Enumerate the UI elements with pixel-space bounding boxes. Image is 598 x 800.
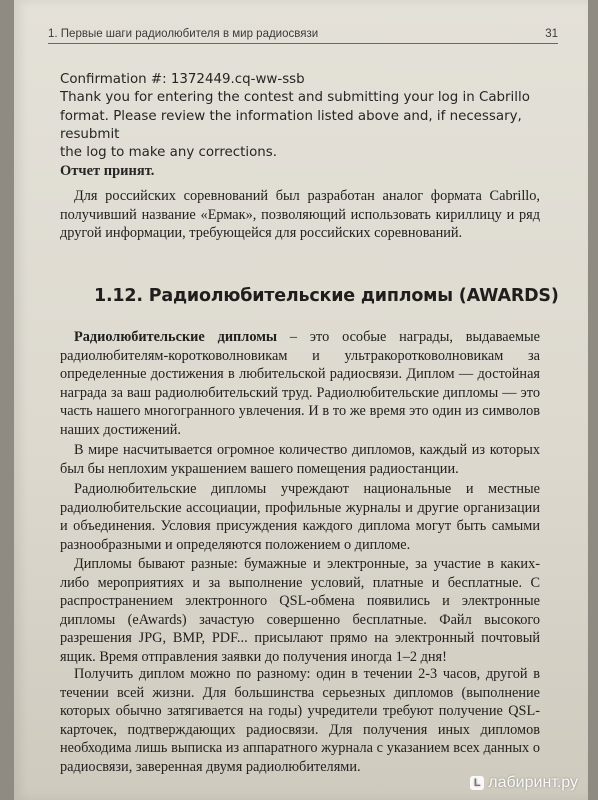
paragraph-text: – это особые награды, выдаваемые радиолюбителям-коротковолновикам и ультракоротковолновикам за определенные достижения в любительской радиосвязи. Диплом — достойная награда за ваш радиолюбительский труд. Радиолюбительские дипломы — это часть нашего многогранного увлечения. И в то же время это один из символов наших достижений. [60, 329, 540, 438]
paragraph-award-founders: Радиолюбительские дипломы учреждают национальные и местные радиолюбительские ассоциации, профильные журналы и другие организации и объединения. Условия присуждения каждого диплома могут быть самыми разнообразными и определяются положением о дипломе. [60, 481, 540, 553]
watermark-text: лабиринт.ру [488, 774, 578, 791]
confirmation-line: the log to make any corrections. [60, 145, 278, 161]
paragraph-awards-intro [60, 328, 540, 439]
page-number: 31 [545, 28, 558, 40]
paragraph-award-types: Дипломы бывают разные: бумажные и электронные, за участие в каких-либо мероприятиях и за выполнение условий, платные и бесплатные. С распространением электронного QSL-обмена появились и электронные дипломы (eAwards) зачастую совершенно бесплатные. Файл высокого разрешения JPG, BMP, PDF... присылают прямо на электронный почтовый ящик. Время отправления заявки до получения иногда 1–2 дня! [60, 556, 540, 665]
confirmation-line: resubmit [60, 126, 120, 142]
chapter-title: 1. Первые шаги радиолюбителя в мир радиосвязи [48, 28, 319, 40]
log-confirmation-block [60, 71, 540, 181]
book-page [14, 0, 588, 800]
running-head [48, 28, 558, 44]
labirint-logo-icon: L [470, 776, 484, 790]
labirint-watermark [470, 774, 578, 792]
confirmation-line: format. Please review the information listed above and, if necessary, [60, 108, 522, 124]
paragraph-ermak: Для российских соревнований был разработан аналог формата Cabrillo, получивший название «Ермак», позволяющий использовать кириллицу и ряд другой информации, требующейся для российских соревнований. [60, 188, 540, 241]
paragraph-award-count: В мире насчитывается огромное количество дипломов, каждый из которых был бы неплохим украшением вашего помещения радиостанции. [60, 442, 540, 477]
term-amateur-awards: Радиолюбительские дипломы [74, 329, 278, 345]
report-accepted-line: Отчет принят. [60, 163, 155, 180]
section-heading: 1.12. Радиолюбительские дипломы (AWARDS) [94, 286, 559, 306]
confirmation-line: Confirmation #: 1372449.cq-ww-ssb [60, 72, 305, 87]
confirmation-line: Thank you for entering the contest and submitting your log in Cabrillo [60, 90, 530, 106]
paragraph-award-obtaining: Получить диплом можно по разному: один в течении 2-3 часов, другой в течении всей жизни. Для большинства серьезных дипломов (выполнение которых обычно затягивается на годы) учредители требуют получение QSL-карточек, подтверждающих радиосвязи. Для получения иных дипломов необходима лишь выписка из аппаратного журнала с указанием всех данных о радиосвязи, заверенная двумя радиолюбителями. [60, 666, 540, 775]
